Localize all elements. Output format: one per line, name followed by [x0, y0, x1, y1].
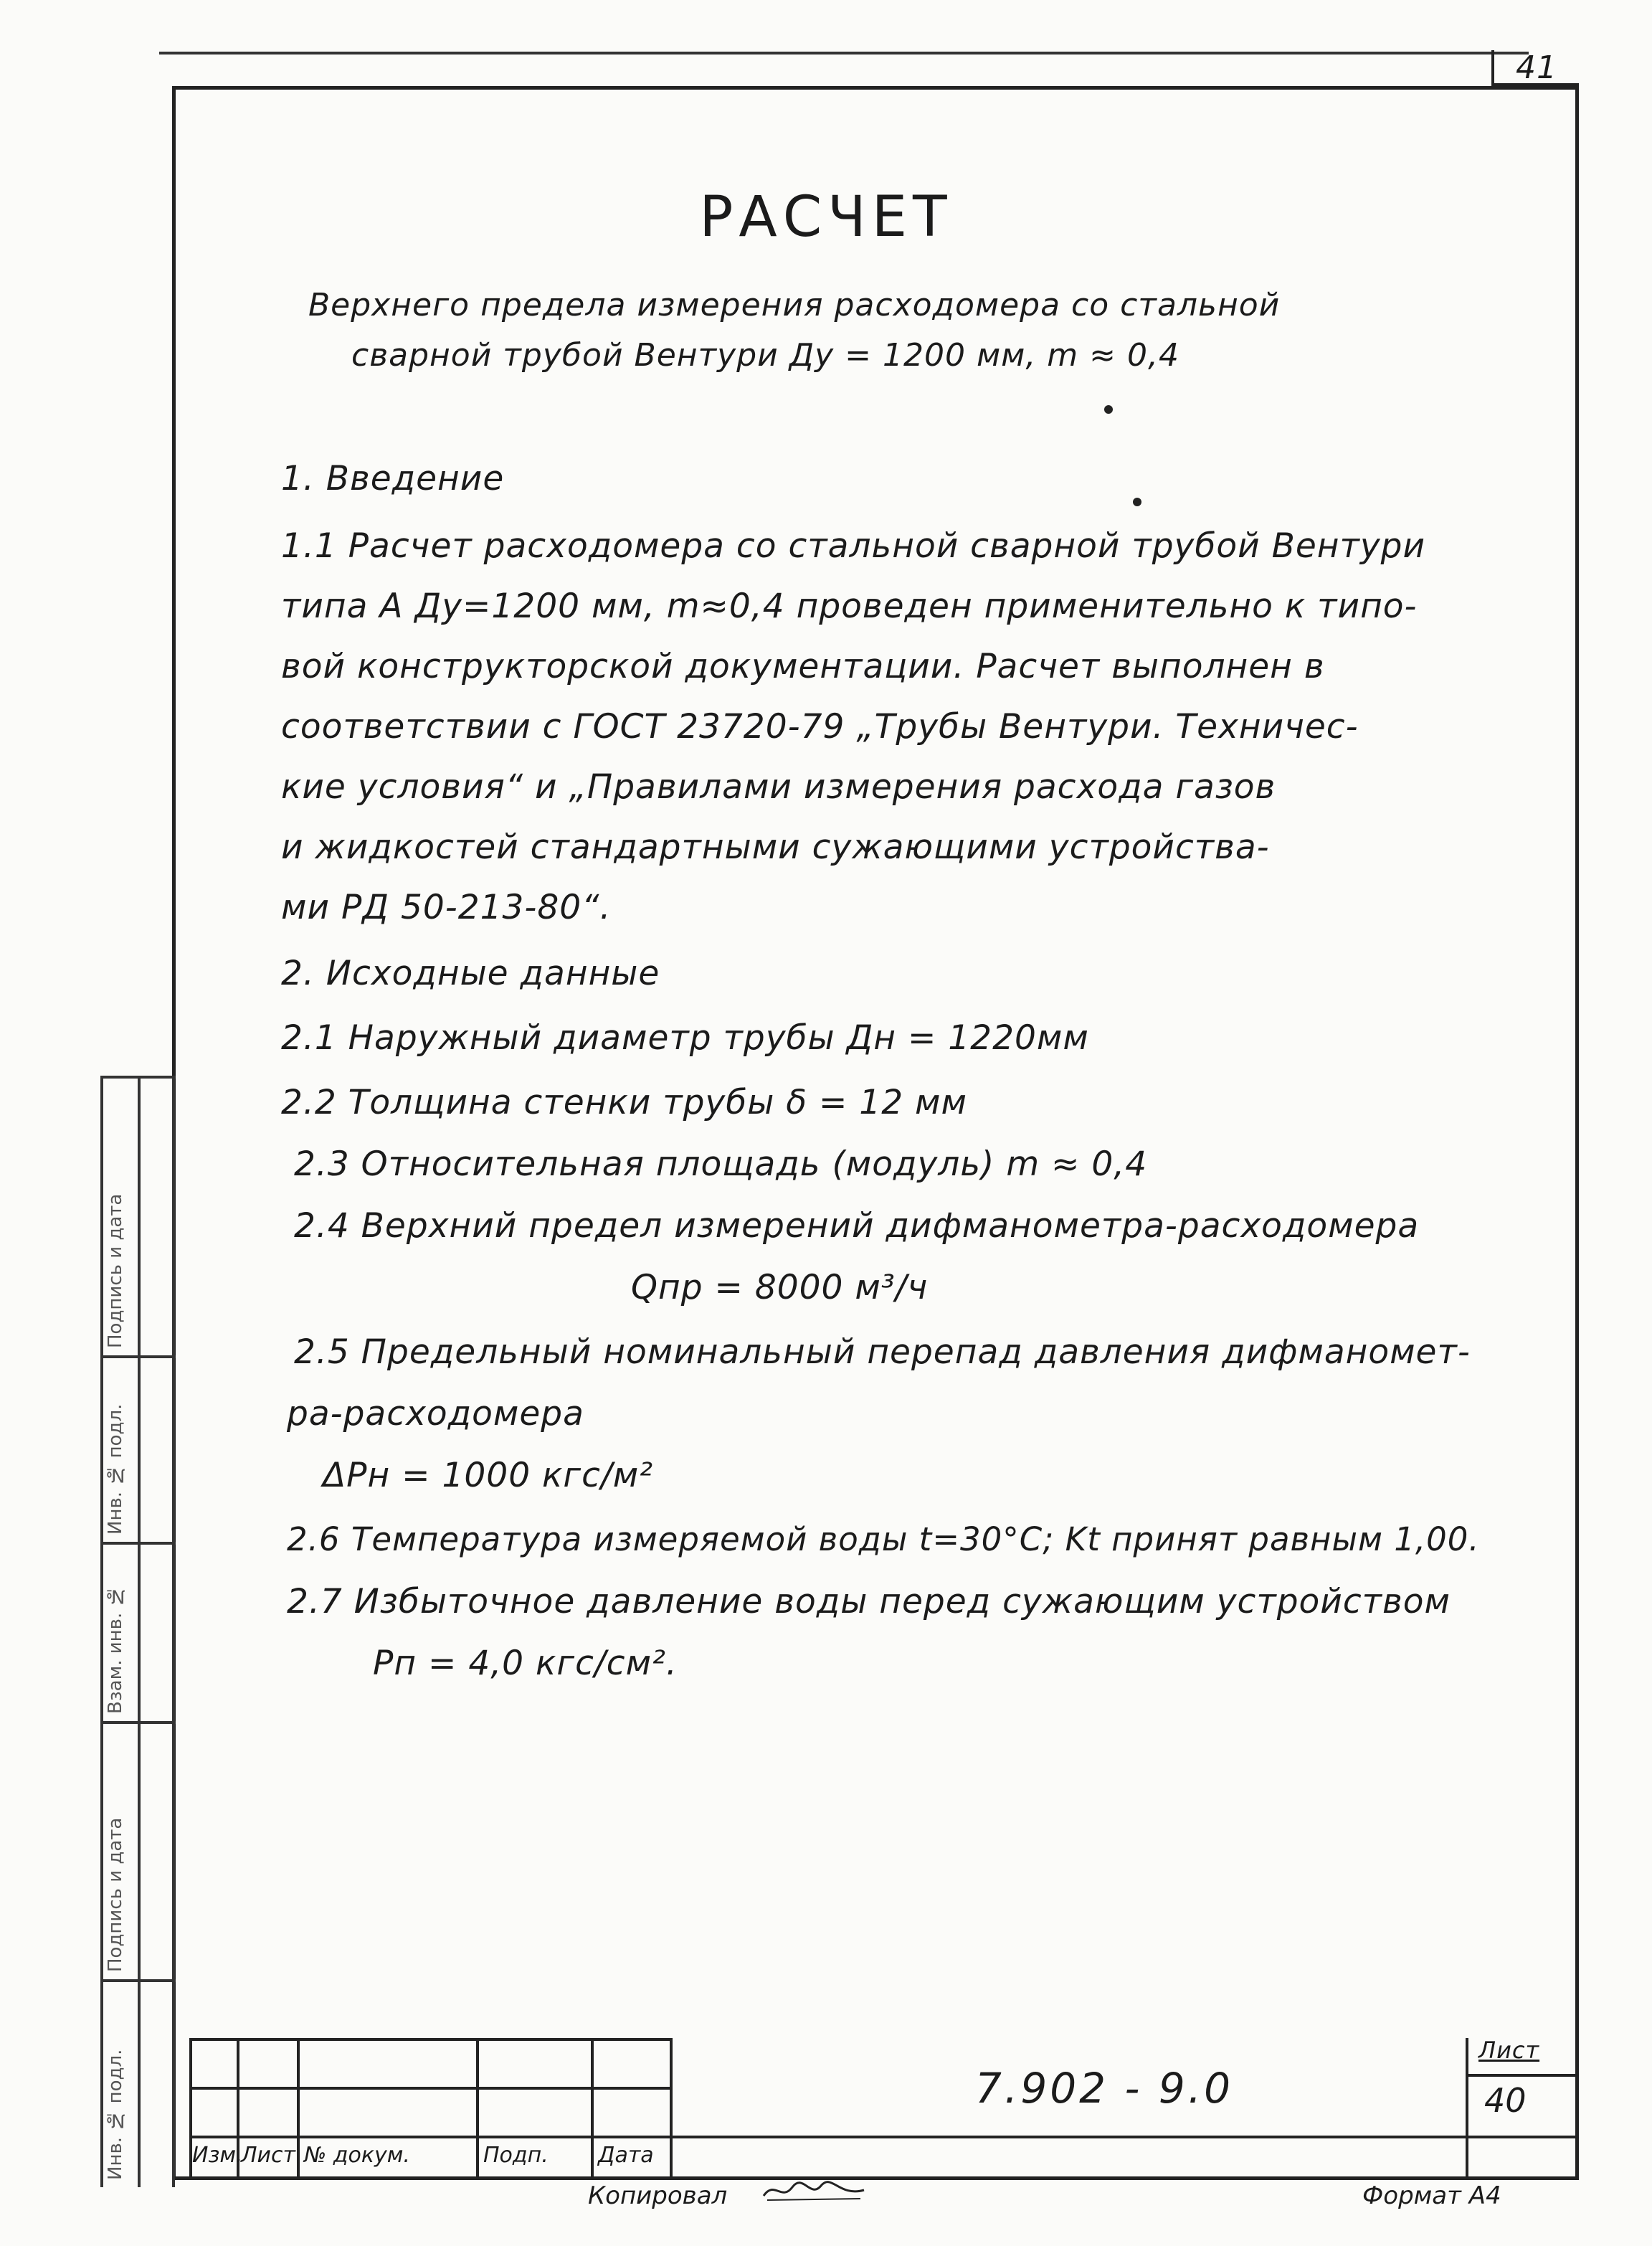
stamp-col-label: Дата [598, 2143, 654, 2168]
ink-dot [1133, 498, 1141, 506]
strip-divider [100, 1076, 176, 1079]
sheet-value: 40 [1484, 2081, 1527, 2120]
strip-label: Подпись и дата [105, 1817, 126, 1972]
strip-divider [100, 1355, 176, 1358]
document-title: РАСЧЕТ [699, 185, 953, 250]
drawing-frame [172, 86, 1579, 2180]
stamp-col-label: Лист [241, 2143, 296, 2168]
strip-divider [100, 1979, 176, 1982]
text-line: типа А Ду=1200 мм, m≈0,4 проведен применительно к типо- [281, 587, 1418, 626]
signature [760, 2177, 868, 2203]
stamp-grid-line [297, 2038, 300, 2180]
strip-border [100, 1076, 103, 2187]
strip-label: Инв. № подл. [105, 1403, 126, 1535]
stamp-grid-line [189, 2087, 670, 2090]
formula-line: Qпр = 8000 м³/ч [631, 1268, 929, 1307]
strip-label: Взам. инв. № [105, 1585, 126, 1714]
left-margin-stamp [100, 1076, 176, 2187]
text-line: 2.2 Толщина стенки трубы δ = 12 мм [281, 1083, 967, 1122]
text-line: 2.4 Верхний предел измерений дифманометра-расходомера [294, 1206, 1420, 1246]
formula-line: Pп = 4,0 кгс/см². [373, 1644, 678, 1683]
text-line: 2.6 Температура измеряемой воды t=30°C; Kt принят равным 1,00. [287, 1520, 1480, 1558]
sheet-label: Лист [1478, 2037, 1540, 2064]
title-block [189, 2038, 1579, 2180]
stamp-grid-line [189, 2038, 670, 2041]
page-number: 41 [1491, 50, 1579, 86]
section-heading: 2. Исходные данные [281, 954, 660, 993]
formula-line: ΔPн = 1000 кгс/м² [323, 1456, 654, 1495]
text-line: 1.1 Расчет расходомера со стальной сварной трубой Вентури [281, 526, 1426, 566]
document-number: 7.902 - 9.0 [975, 2064, 1234, 2113]
stamp-col-label: Изм. [192, 2143, 243, 2168]
subtitle-line: сварной трубой Вентури Ду = 1200 мм, m ≈ 0,4 [351, 337, 1179, 374]
format-label: Формат А4 [1362, 2181, 1501, 2210]
stamp-grid-line [1466, 2074, 1579, 2077]
text-line: ра-расходомера [287, 1394, 584, 1434]
section-heading: 1. Введение [281, 459, 505, 498]
stamp-grid-line [670, 2038, 673, 2180]
text-line: 2.3 Относительная площадь (модуль) m ≈ 0,4 [294, 1145, 1148, 1184]
stamp-col-label: Подп. [483, 2143, 549, 2168]
text-line: 2.1 Наружный диаметр трубы Дн = 1220мм [281, 1018, 1089, 1058]
text-line: и жидкостей стандартными сужающими устройства- [281, 828, 1270, 867]
text-line: кие условия“ и „Правилами измерения расхода газов [281, 767, 1276, 807]
stamp-grid-line [189, 2136, 1579, 2138]
strip-label: Подпись и дата [105, 1193, 126, 1348]
text-line: вой конструкторской документации. Расчет выполнен в [281, 647, 1325, 686]
stamp-grid-line [591, 2038, 594, 2180]
strip-border [172, 1076, 175, 2187]
stamp-grid-line [476, 2038, 479, 2180]
top-border-line [159, 52, 1529, 55]
strip-border [138, 1076, 141, 2187]
text-line: ми РД 50-213-80“. [281, 888, 612, 927]
text-line: 2.5 Предельный номинальный перепад давления дифманомет- [294, 1332, 1471, 1372]
ink-dot [1104, 405, 1113, 414]
strip-divider [100, 1721, 176, 1724]
copied-by-label: Копировал [588, 2181, 728, 2210]
stamp-col-label: № докум. [304, 2143, 410, 2168]
subtitle-line: Верхнего предела измерения расходомера со стальной [308, 287, 1281, 323]
text-line: 2.7 Избыточное давление воды перед сужающим устройством [287, 1582, 1451, 1621]
strip-divider [100, 1542, 176, 1545]
stamp-grid-line [1466, 2038, 1468, 2180]
strip-label: Инв. № подл. [105, 2049, 126, 2180]
text-line: соответствии с ГОСТ 23720-79 „Трубы Вентури. Техничес- [281, 707, 1359, 747]
